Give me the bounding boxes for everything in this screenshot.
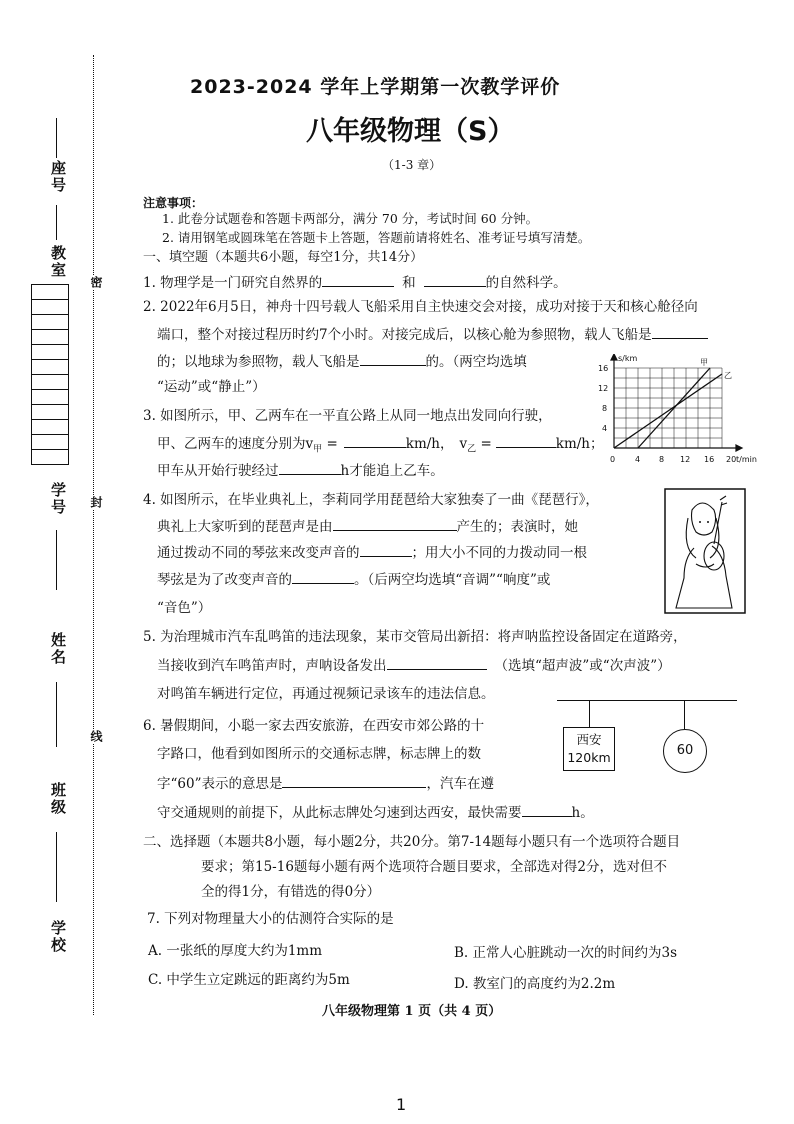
room-line: [56, 205, 57, 240]
notes-heading: 注意事项：: [143, 196, 204, 210]
sign-pole-left: [589, 700, 590, 727]
distance-sign: [563, 727, 615, 771]
seat-label: 座号: [49, 160, 67, 194]
graph-xlabel: t/min: [736, 455, 757, 464]
graph-grid: [614, 368, 722, 448]
exam-title-line: 2023-2024 学年上学期第一次教学评价: [190, 76, 561, 98]
q4-text-l2a: 典礼上大家听到的琵琶声是由: [157, 519, 333, 535]
q4-blank-2[interactable]: [360, 543, 412, 557]
section2-line-1: 二、选择题（本题共8小题，每小题2分，共20分。第7-14题每小题只有一个选项符合题目: [143, 834, 681, 850]
q6-text-l3b: ，汽车在遵: [426, 776, 494, 792]
graph-label-jia: 甲: [700, 358, 708, 367]
q6-line-1: 6. 暑假期间，小聪一家去西安旅游，在西安市郊公路的十: [143, 718, 485, 734]
section2-line-2: 要求；第15-16题每小题有两个选项符合题目要求，全部选对得2分，选对但不: [201, 859, 668, 875]
xtick-8: 8: [659, 455, 665, 464]
q3-blank-2[interactable]: [496, 434, 556, 448]
name-label: 姓名: [49, 632, 67, 666]
q3-blank-3[interactable]: [279, 461, 341, 475]
ytick-4: 4: [602, 424, 608, 433]
q3-text-l3a: 甲车从开始行驶经过: [157, 463, 279, 479]
exam-number-grid: [31, 284, 69, 465]
q7-stem: 7. 下列对物理量大小的估测符合实际的是: [147, 911, 394, 927]
q2-line-1: 2. 2022年6月5日，神舟十四号载人飞船采用自主快速交会对接，成功对接于天和核心舱径向: [143, 299, 698, 315]
q4-text-l4b: 。（后两空均选填“音调”“响度”或: [354, 572, 551, 588]
seat-line: [56, 118, 57, 158]
student-id-label: 学号: [49, 482, 67, 516]
q3-eq-1: =: [322, 436, 338, 452]
speed-limit-sign: 60: [663, 729, 707, 773]
page-number: 1: [396, 1095, 407, 1114]
q7-option-d[interactable]: D. 教室门的高度约为2.2m: [454, 976, 616, 992]
q3-unit-1: km/h，: [405, 436, 454, 452]
xtick-12: 12: [680, 455, 691, 464]
q5-line-1: 5. 为治理城市汽车乱鸣笛的违法现象，某市交管局出新招：将声呐监控设备固定在道路旁，: [143, 629, 687, 645]
q3-line-1: 3. 如图所示，甲、乙两车在一平直公路上从同一地点出发同向行驶，: [143, 408, 552, 424]
pipa-player-illustration: [664, 488, 746, 614]
q2-blank-2[interactable]: [360, 352, 426, 366]
q5-line-2: [157, 656, 671, 675]
q3-sub-jia: 甲: [313, 444, 323, 455]
q3-unit-2: km/h；: [555, 436, 604, 452]
sign-distance: 120km: [567, 750, 611, 765]
name-line: [56, 682, 57, 747]
room-label: 教室: [49, 245, 67, 279]
q4-blank-1[interactable]: [333, 517, 457, 531]
seal-mi: 密: [89, 276, 103, 290]
ytick-16: 16: [598, 364, 609, 373]
q7-option-b[interactable]: B. 正常人心脏跳动一次的时间约为3s: [454, 945, 678, 961]
q5-text-l2b: （选填“超声波”或“次声波”）: [494, 658, 671, 674]
school-label: 学校: [49, 920, 67, 954]
q4-text-l2b: 产生的；表演时，她: [456, 519, 578, 535]
q6-text-l4a: 守交通规则的前提下，从此标志牌处匀速到达西安，最快需要: [157, 805, 522, 821]
class-label: 班级: [49, 782, 67, 816]
q6-text-l3a: 字“60”表示的意思是: [157, 776, 283, 792]
q7-option-c[interactable]: C. 中学生立定跳远的距离约为5m: [148, 972, 350, 988]
q6-text-l4b: h。: [571, 805, 594, 821]
q4-blank-3[interactable]: [292, 570, 354, 584]
q3-sub-yi: 乙: [467, 444, 477, 455]
q3-st-graph: [596, 354, 766, 466]
q3-eq-2: =: [476, 436, 492, 452]
page-footer: 八年级物理第 1 页（共 4 页）: [322, 1004, 502, 1019]
q5-blank-1[interactable]: [387, 656, 487, 670]
q2-blank-1[interactable]: [652, 325, 708, 339]
q2-line-3: [157, 352, 527, 371]
ytick-8: 8: [602, 404, 608, 413]
question-1: [143, 273, 567, 292]
q1-text-a: 1. 物理学是一门研究自然界的: [143, 275, 323, 291]
q3-line-2: [157, 434, 604, 459]
q1-text-b: 和: [402, 275, 416, 291]
q3-blank-1[interactable]: [344, 434, 406, 448]
ytick-12: 12: [598, 384, 609, 393]
q4-text-l3a: 通过拨动不同的琴弦来改变声音的: [157, 545, 360, 561]
xtick-20: 20: [726, 455, 737, 464]
graph-ylabel: s/km: [618, 354, 638, 363]
q4-line-5: “音色”）: [157, 600, 212, 616]
q4-line-1: 4. 如图所示，在毕业典礼上，李莉同学用琵琶给大家独奏了一曲《琵琶行》，: [143, 492, 599, 508]
q5-text-l2a: 当接收到汽车鸣笛声时，声呐设备发出: [157, 658, 387, 674]
class-line: [56, 832, 57, 902]
note-2: 2. 请用钢笔或圆珠笔在答题卡上答题，答题前请将姓名、准考证号填写清楚。: [162, 230, 591, 245]
binding-dotted-line: [93, 55, 94, 1015]
q4-text-l4a: 琴弦是为了改变声音的: [157, 572, 292, 588]
q3-text-l2a: 甲、乙两车的速度分别为v: [157, 436, 314, 452]
note-1: 1. 此卷分试题卷和答题卡两部分，满分 70 分，考试时间 60 分钟。: [162, 211, 539, 226]
chapters: （1-3 章）: [382, 158, 442, 172]
subject-title: 八年级物理（S）: [306, 116, 515, 147]
line-yi: [614, 374, 722, 448]
q4-text-l3b: ；用大小不同的力拨动同一根: [411, 545, 587, 561]
section2-line-3: 全的得1分，有错选的得0分）: [201, 884, 381, 900]
q2-line-4: “运动”或“静止”）: [157, 379, 266, 395]
q6-blank-1[interactable]: [282, 774, 426, 788]
q1-text-c: 的自然科学。: [485, 275, 567, 291]
student-id-line: [56, 530, 57, 590]
q4-line-3: [157, 543, 587, 562]
q6-line-2: 字路口，他看到如图所示的交通标志牌，标志牌上的数: [157, 746, 481, 762]
q3-line-3: [157, 461, 444, 480]
xtick-16: 16: [704, 455, 715, 464]
seal-feng: 封: [89, 496, 103, 510]
q7-option-a[interactable]: A. 一张纸的厚度大约为1mm: [148, 943, 323, 959]
q2-line-2: [157, 325, 708, 344]
q5-line-3: 对鸣笛车辆进行定位，再通过视频记录该车的违法信息。: [157, 686, 495, 702]
xtick-0: 0: [610, 455, 616, 464]
q1-blank-1[interactable]: [322, 273, 394, 287]
seal-xian: 线: [89, 730, 103, 744]
q4-line-2: [157, 517, 578, 536]
q2-text-l3b: 的。（两空均选填: [425, 354, 527, 370]
q2-text-l2: 端口，整个对接过程历时约7个小时。对接完成后，以核心舱为参照物，载人飞船是: [157, 327, 652, 343]
q6-blank-2[interactable]: [522, 803, 572, 817]
sign-bar: [557, 700, 737, 701]
q6-line-4: [157, 803, 594, 822]
q2-text-l3a: 的；以地球为参照物，载人飞船是: [157, 354, 360, 370]
q1-blank-2[interactable]: [424, 273, 486, 287]
xtick-4: 4: [635, 455, 641, 464]
q3-text-l3b: h才能追上乙车。: [340, 463, 444, 479]
q6-line-3: [157, 774, 494, 793]
sign-pole-right: [684, 700, 685, 729]
q3-text-l2b: v: [459, 436, 468, 452]
sign-city: 西安: [576, 732, 602, 747]
graph-label-yi: 乙: [724, 371, 732, 380]
q4-line-4: [157, 570, 550, 589]
section1-heading: 一、填空题（本题共6小题，每空1分，共14分）: [143, 250, 424, 265]
